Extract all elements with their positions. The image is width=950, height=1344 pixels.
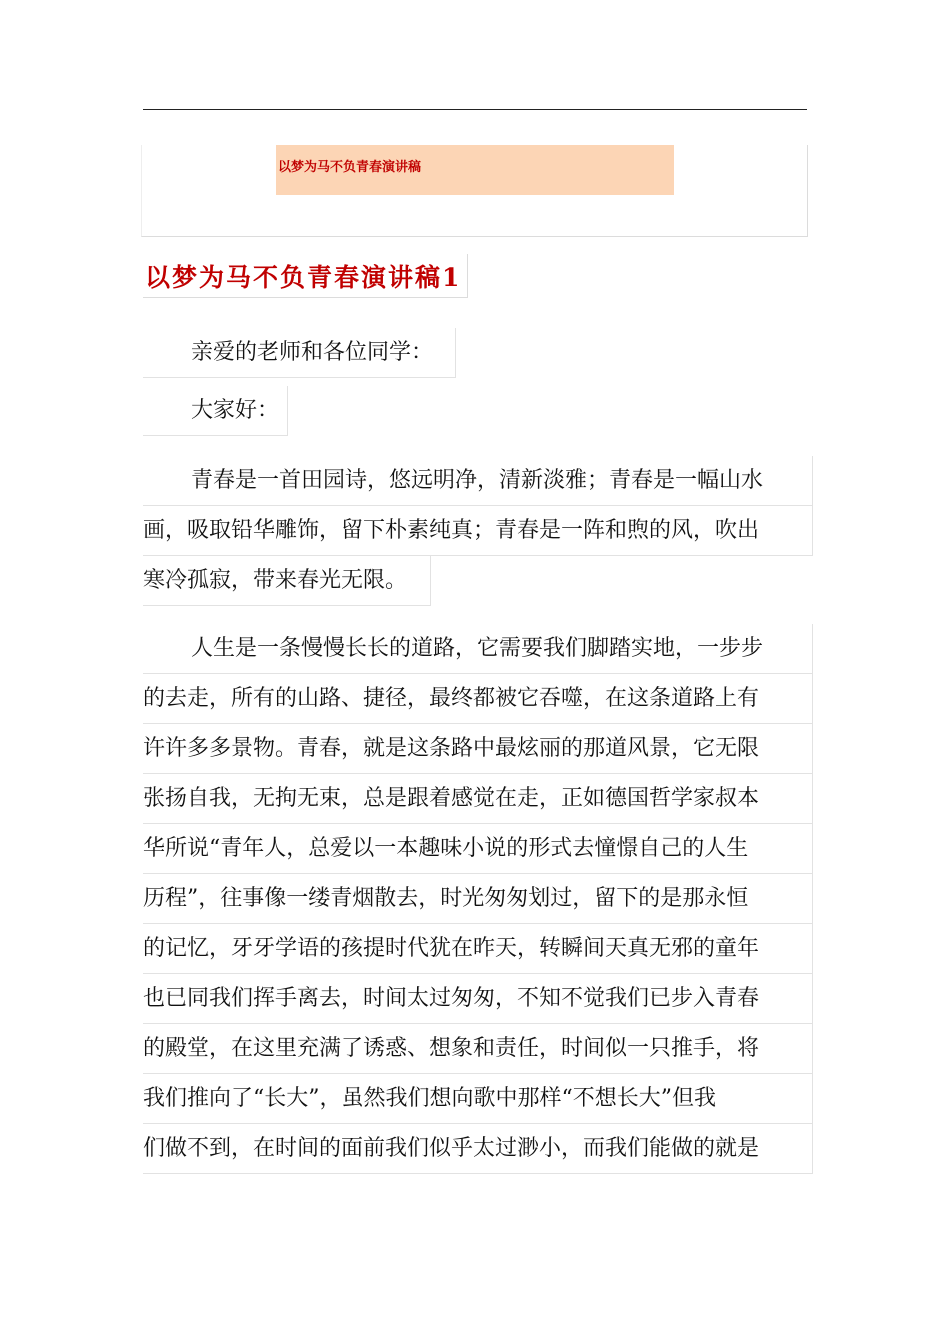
- greeting-block: [143, 386, 813, 442]
- paragraph-1: [143, 456, 813, 612]
- paragraph-2: [143, 624, 813, 1174]
- header-rule: [143, 109, 807, 110]
- paragraph-line: 的殿堂，在这里充满了诱惑、想象和责任，时间似一只推手，将: [143, 1024, 813, 1074]
- document-heading: 以梦为马不负青春演讲稿1: [143, 254, 468, 298]
- paragraph-line: 也已同我们挥手离去，时间太过匆匆，不知不觉我们已步入青春: [143, 974, 813, 1024]
- paragraph-line: 的记忆，牙牙学语的孩提时代犹在昨天，转瞬间天真无邪的童年: [143, 924, 813, 974]
- paragraph-line: 我们推向了“长大”，虽然我们想向歌中那样“不想长大”但我: [143, 1074, 813, 1124]
- paragraph-line: 画，吸取铅华雕饰，留下朴素纯真；青春是一阵和煦的风，吹出: [143, 506, 813, 556]
- header-title: 以梦为马不负青春演讲稿: [278, 160, 422, 175]
- paragraph-line: 张扬自我，无拘无束，总是跟着感觉在走，正如德国哲学家叔本: [143, 774, 813, 824]
- paragraph-line: 寒冷孤寂，带来春光无限。: [143, 556, 431, 606]
- greeting: 大家好：: [143, 386, 288, 436]
- paragraph-line: 人生是一条慢慢长长的道路，它需要我们脚踏实地，一步步: [143, 624, 813, 674]
- paragraph-line: 许许多多景物。青春，就是这条路中最炫丽的那道风景，它无限: [143, 724, 813, 774]
- salutation: 亲爱的老师和各位同学：: [143, 328, 456, 378]
- paragraph-line: 青春是一首田园诗，悠远明净，清新淡雅；青春是一幅山水: [143, 456, 813, 506]
- salutation-block: [143, 328, 813, 384]
- paragraph-line: 历程”，往事像一缕青烟散去，时光匆匆划过，留下的是那永恒: [143, 874, 813, 924]
- paragraph-line: 华所说“青年人，总爱以一本趣味小说的形式去憧憬自己的人生: [143, 824, 813, 874]
- paragraph-line: 们做不到，在时间的面前我们似乎太过渺小，而我们能做的就是: [143, 1124, 813, 1174]
- paragraph-line: 的去走，所有的山路、捷径，最终都被它吞噬，在这条道路上有: [143, 674, 813, 724]
